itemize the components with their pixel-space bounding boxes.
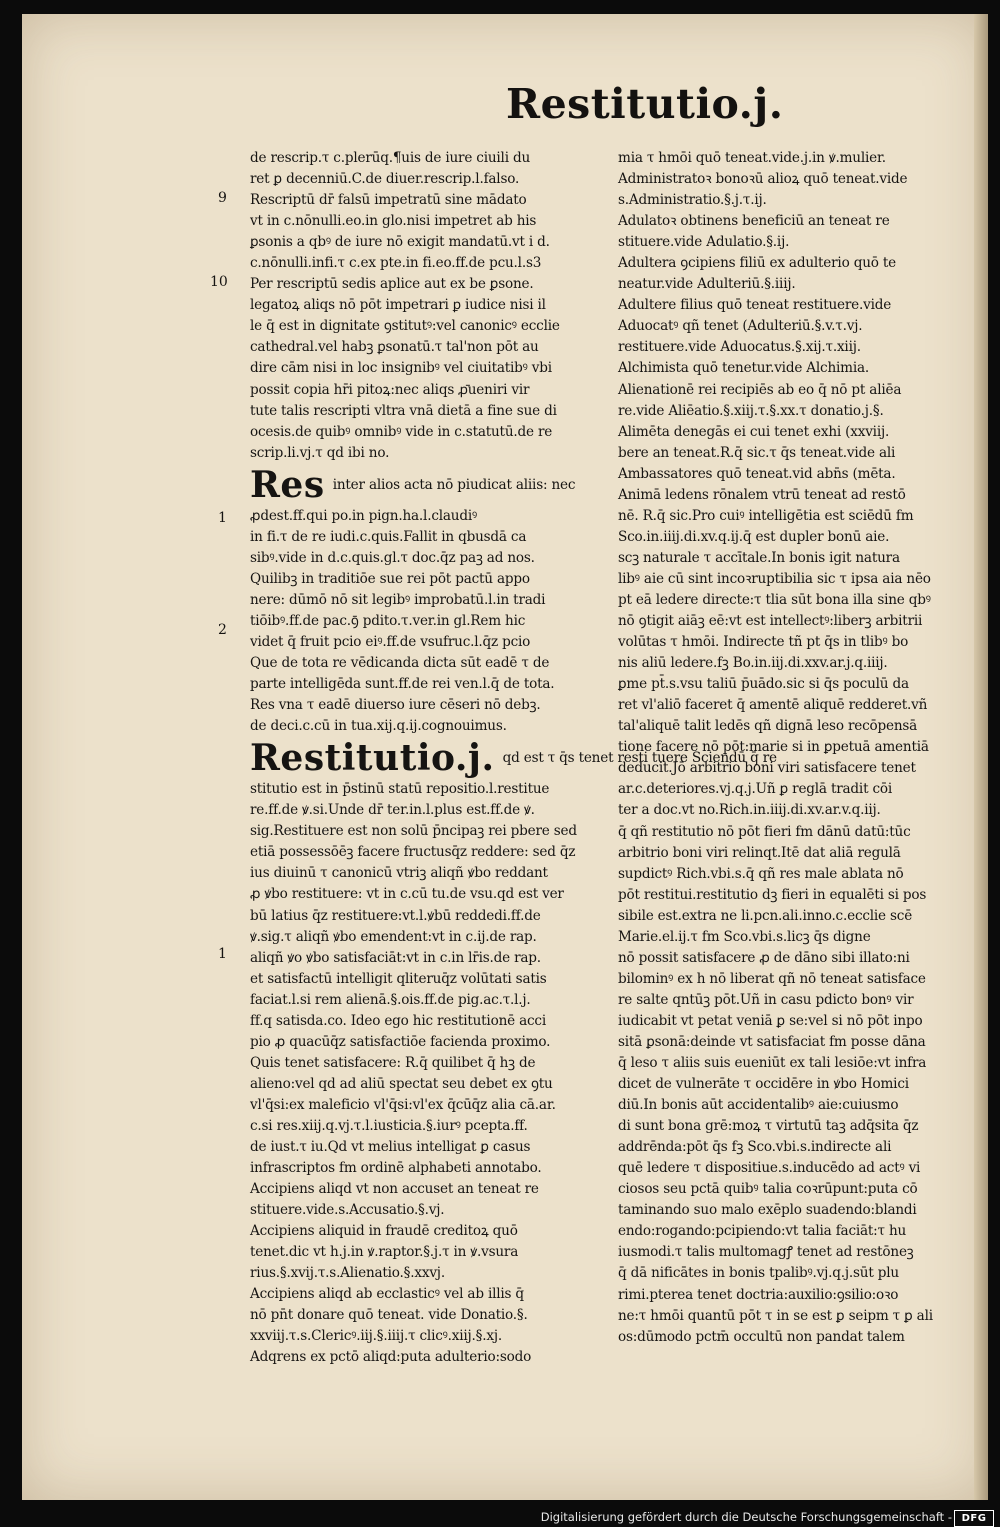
left-column-line: Quis tenet satisfacere: R.q̄ quilibet q̄ hꝫ de xyxy=(250,1054,536,1071)
initial-word: Restitutio.j. xyxy=(250,737,495,780)
right-column-line: ar.c.deteriores.vj.q.j.Uñ ꝑ reglā tradit cōi xyxy=(618,781,893,798)
right-column-line: nē. R.q̄ sic.Pro cuiꝰ intelligētia est sciēdū fm xyxy=(618,507,914,524)
left-column-line: ꝟ.sig.τ aliqñ ꝟbo emendent:vt in c.ij.de rap. xyxy=(250,928,537,945)
right-column-line: libꝰ aie cū sint incoꝛruptibilia sic τ ipsa aia nēo xyxy=(618,570,931,587)
left-column-line: de deci.c.cū in tua.xij.q.ij.cognouimus. xyxy=(250,718,507,735)
book-page xyxy=(22,14,988,1500)
right-column-line: bilominꝰ ex h nō liberat qñ nō teneat satisface xyxy=(618,970,926,987)
right-column-line: Marie.el.ij.τ fm Sco.vbi.s.licꝫ q̄s digne xyxy=(618,928,871,945)
left-column-line: vl'q̄si:ex maleficio vl'q̄si:vl'ex q̄cūq̄z alia cā.ar. xyxy=(250,1096,556,1113)
left-column-line: cathedral.vel habꝫ ꝑsonatū.τ tal'non pōt au xyxy=(250,339,539,356)
left-column-line: possit copia hr̄i pitoꝝ:nec aliqs ꝓ̄ueniri vir xyxy=(250,381,530,398)
left-column-line: ff.q satisda.co. Ideo ego hic restitutionē acci xyxy=(250,1012,546,1029)
left-column-line: Accipiens aliquid in fraudē creditoꝝ quō xyxy=(250,1223,518,1240)
right-column-line: Adultera ꝯcipiens filiū ex adulterio quō te xyxy=(618,255,896,272)
right-column-line: arbitrio boni viri relinqt.Itē dat aliā regulā xyxy=(618,844,901,861)
right-column-line: ne:τ hmōi quantū pōt τ in se est ꝑ seipm τ ꝑ ali xyxy=(618,1307,933,1324)
right-column-line: diū.In bonis aūt accidentalibꝰ aie:cuiusmo xyxy=(618,1097,899,1114)
left-column-line: Res vna τ eadē diuerso iure cēseri nō debꝫ. xyxy=(250,697,541,714)
left-column-line: ꝓ ꝟbo restituere: vt in c.cū tu.de vsu.qd est ver xyxy=(250,886,564,903)
right-column-line: Alchimista quō tenetur.vide Alchimia. xyxy=(618,360,870,377)
right-column-line: stituere.vide Adulatio.§.ij. xyxy=(618,234,790,251)
left-column-line: Que de tota re vēdicanda dicta sūt eadē τ de xyxy=(250,655,550,672)
right-column-line: tione facere nō pōt:marie si in ꝑpetuā amentiā xyxy=(618,739,929,756)
left-column-line: tute talis rescripti vltra vnā dietā a fine sue di xyxy=(250,402,557,419)
right-column-line: re salte qntūꝫ pōt.Uñ in casu pdicto bonꝰ vir xyxy=(618,991,914,1008)
right-column-line: Adultere filius quō teneat restituere.vide xyxy=(618,297,892,314)
right-column-line: ter a doc.vt no.Rich.in.iiij.di.xv.ar.v.q.iij. xyxy=(618,802,881,819)
left-column-line-initial xyxy=(250,464,608,506)
left-column-line: Accipiens aliqd vt non accuset an teneat re xyxy=(250,1181,539,1198)
margin-number: 1 xyxy=(218,946,227,962)
right-column-line: Alienationē rei recipiēs ab eo q̄ nō pt aliēa xyxy=(618,381,902,398)
left-column-line: sibꝰ.vide in d.c.quis.gl.τ doc.q̄z paꝫ ad nos. xyxy=(250,549,535,566)
right-column-line: Alimēta denegās ei cui tenet exhi (xxviij. xyxy=(618,423,890,440)
page-edge xyxy=(974,14,988,1500)
right-column-line: Ambassatores quō teneat.vid abn̄s (mēta. xyxy=(618,465,896,482)
margin-number: 2 xyxy=(218,622,227,638)
left-column-line: aliqñ ꝟo ꝟbo satisfaciāt:vt in c.in lr̄is.de rap. xyxy=(250,949,541,966)
left-column-line: nō pn̄t donare quō teneat. vide Donatio.§. xyxy=(250,1307,528,1324)
page-heading: Restitutio.j. xyxy=(506,80,784,128)
left-column-line: dire cām nisi in loc insignibꝰ vel ciuitatibꝰ vbi xyxy=(250,360,552,377)
left-column-line: nere: dūmō nō sit legibꝰ improbatū.l.in tradi xyxy=(250,591,546,608)
left-column-line: c.si res.xiij.q.vj.τ.l.iusticia.§.iurꝰ pcepta.ff. xyxy=(250,1117,528,1134)
left-column-line: Per rescriptū sedis aplice aut ex be ꝑsone. xyxy=(250,276,534,293)
left-column-line: ꝑsonis a qbꝰ de iure nō exigit mandatū.vt i d. xyxy=(250,234,550,251)
left-column-line: Accipiens aliqd ab ecclasticꝰ vel ab illis q̄ xyxy=(250,1286,524,1303)
left-column-line: c.nōnulli.infi.τ c.ex pte.in fi.eo.ff.de pcu.l.s3 xyxy=(250,255,542,272)
right-column-line: Animā ledens rōnalem vtrū teneat ad restō xyxy=(618,486,906,503)
right-column-line: scꝫ naturale τ accītale.In bonis igit natura xyxy=(618,549,900,566)
left-column-line: bū latius q̄z restituere:vt.l.ꝟbū reddedi.ff.de xyxy=(250,907,541,924)
margin-number: 10 xyxy=(210,274,228,290)
left-column-line: pio ꝓ quacūq̄z satisfactiōe facienda proximo. xyxy=(250,1033,551,1050)
left-column-line: faciat.l.si rem alienā.§.ois.ff.de pig.ac.τ.l.j. xyxy=(250,991,531,1008)
left-column-line: videt q̄ fruit pcio eiꝰ.ff.de vsufruc.l.q̄z pcio xyxy=(250,633,531,650)
right-column-line: ret vl'aliō faceret q̄ amentē aliquē redderet.vñ xyxy=(618,697,928,714)
right-column-line: addrēnda:pōt q̄s fꝫ Sco.vbi.s.indirecte ali xyxy=(618,1139,892,1156)
right-column-line: iudicabit vt petat veniā ꝑ se:vel si nō pōt inpo xyxy=(618,1012,923,1029)
left-column-line: et satisfactū intelligit qliteruq̄z volūtati satis xyxy=(250,970,547,987)
right-column-line: nis aliū ledere.fꝫ Bo.in.iij.di.xxv.ar.j.q.iiij. xyxy=(618,655,888,672)
left-column-line: ꝓdest.ff.qui po.in pign.ha.l.claudiꝰ xyxy=(250,507,477,524)
left-column-line: re.ff.de ꝟ.si.Unde dr̄ ter.in.l.plus est.ff.de ꝟ. xyxy=(250,802,535,819)
initial-word: Res xyxy=(250,463,325,506)
margin-number: 9 xyxy=(218,190,227,206)
margin-number: 1 xyxy=(218,510,227,526)
right-column-line: q̄ qñ restitutio nō pōt fieri fm dānū datū:tūc xyxy=(618,823,911,840)
left-column-line: infrascriptos fm ordinē alphabeti annotabo. xyxy=(250,1160,542,1177)
right-column-line: bere an teneat.R.q̄ sic.τ q̄s teneat.vide ali xyxy=(618,444,896,461)
left-column-line: stitutio est in p̄stinū statū repositio.l.restitue xyxy=(250,781,550,798)
right-column-line: re.vide Aliēatio.§.xiij.τ.§.xx.τ donatio.j.§. xyxy=(618,402,884,419)
left-column-line: le q̄ est in dignitate ꝯstitutꝰ:vel canonicꝰ ecclie xyxy=(250,318,560,335)
left-column-line: scrip.li.vj.τ qd ibi no. xyxy=(250,444,390,461)
right-column-line: sitā ꝑsonā:deinde vt satisfaciat fm posse dāna xyxy=(618,1033,926,1050)
left-column-line: ocesis.de quibꝰ omnibꝰ vide in c.statutū.de re xyxy=(250,423,553,440)
right-column-line: deducit.Jō arbitrio boni viri satisfacere tenet xyxy=(618,760,916,777)
right-column-line: rimi.pterea tenet doctria:auxilio:ꝯsilio:oꝛo xyxy=(618,1286,899,1303)
right-column xyxy=(618,148,976,1348)
right-column-line: supdictꝰ Rich.vbi.s.q̄ qñ res male ablata nō xyxy=(618,865,904,882)
left-column-line: Adqrens ex pctō aliqd:puta adulterio:sodo xyxy=(250,1349,532,1366)
line-text: inter alios acta nō piudicat aliis: nec xyxy=(328,476,576,493)
left-column-line: stituere.vide.s.Accusatio.§.vj. xyxy=(250,1202,445,1219)
right-column-line: Aduocatꝰ qñ tenet (Adulteriū.§.v.τ.vj. xyxy=(618,318,863,335)
left-column-line: de rescrip.τ c.plerūq.¶uis de iure ciuili du xyxy=(250,150,531,166)
right-column-line: restituere.vide Aduocatus.§.xij.τ.xiij. xyxy=(618,339,861,356)
left-column-line: ret ꝑ decenniū.C.de diuer.rescrip.l.falso. xyxy=(250,171,520,188)
left-column-line: tenet.dic vt h.j.in ꝟ.raptor.§.j.τ in ꝟ.vsura xyxy=(250,1244,519,1261)
right-column-line: Sco.in.iiij.di.xv.q.ij.q̄ est dupler bonū aie. xyxy=(618,528,890,545)
footer-credit: Digitalisierung gefördert durch die Deutsche Forschungsgemeinschaft - xyxy=(540,1510,952,1524)
right-column-line: neatur.vide Adulteriū.§.iiij. xyxy=(618,276,796,293)
left-column-line: parte intelligēda sunt.ff.de rei ven.l.q̄ de tota. xyxy=(250,676,555,693)
left-column-line: rius.§.xvij.τ.s.Alienatio.§.xxvj. xyxy=(250,1265,445,1282)
right-column-line: quē ledere τ dispositiue.s.inducēdo ad actꝰ vi xyxy=(618,1160,921,1177)
left-column-line: ius diuinū τ canonicū vtriꝫ aliqñ ꝟbo reddant xyxy=(250,865,548,882)
right-column-line: s.Administratio.§.j.τ.ij. xyxy=(618,192,767,209)
right-column-line: iusmodi.τ talis multomagꝭ tenet ad restōneꝫ xyxy=(618,1244,914,1261)
right-column-line: nō possit satisfacere ꝓ de dāno sibi illato:ni xyxy=(618,949,910,966)
right-column-line: Adulatoꝛ obtinens beneficiū an teneat re xyxy=(618,213,890,230)
right-column-line: dicet de vulnerāte τ occidēre in ꝟbo Homici xyxy=(618,1076,909,1093)
right-column-line: sibile est.extra ne li.pcn.ali.inno.c.ecclie scē xyxy=(618,907,913,924)
right-column-line: Administratoꝛ bonoꝛū alioꝝ quō teneat.vide xyxy=(618,171,908,188)
left-column-line: in fi.τ de re iudi.c.quis.Fallit in qbusdā ca xyxy=(250,528,527,545)
left-column-line: vt in c.nōnulli.eo.in glo.nisi impetret ab his xyxy=(250,213,537,230)
left-column-line: Rescriptū dr̄ falsū impetratū sine mādato xyxy=(250,192,527,209)
right-column-line: os:dūmodo pctm̄ occultū non pandat talem xyxy=(618,1328,905,1345)
right-column-line: q̄ dā nificātes in bonis tpalibꝰ.vj.q.j.sūt plu xyxy=(618,1265,899,1282)
left-column-line: legatoꝝ aliqs nō pōt impetrari ꝑ iudice nisi il xyxy=(250,297,546,314)
dfg-logo: DFG xyxy=(954,1510,994,1527)
left-column-line: sig.Restituere est non solū p̄ncipaꝫ rei pbere sed xyxy=(250,823,577,840)
right-column-line: pōt restitui.restitutio dꝫ fieri in equalēti si pos xyxy=(618,886,927,903)
right-column-line: nō ꝯtigit aiāꝫ eē:vt est intellectꝰ:liberꝫ arbitrii xyxy=(618,613,923,630)
left-column-line: Quilibꝫ in traditiōe sue rei pōt pactū appo xyxy=(250,570,530,587)
right-column-line: ꝑme pt̄.s.vsu taliū p̄uādo.sic si q̄s poculū da xyxy=(618,676,909,693)
right-column-line: q̄ leso τ aliis suis eueniūt ex tali lesiōe:vt infra xyxy=(618,1055,927,1072)
right-column-line: endo:rogando:pcipiendo:vt talia faciāt:τ hu xyxy=(618,1223,907,1240)
right-column-line: pt eā ledere directe:τ tlia sūt bona illa sine qbꝰ xyxy=(618,591,931,608)
right-column-line: tal'aliquē talit ledēs qñ dignā leso recōpensā xyxy=(618,718,918,735)
right-column-line: mia τ hmōi quō teneat.vide.j.in ꝟ.mulier. xyxy=(618,150,886,166)
left-column-line: alieno:vel qd ad aliū spectat seu debet ex ꝯtu xyxy=(250,1075,553,1092)
left-column-line: etiā possessōēꝫ facere fructusq̄z reddere: sed q̄z xyxy=(250,844,576,861)
right-column-line: volūtas τ hmōi. Indirecte tñ pt q̄s in tlibꝰ bo xyxy=(618,634,909,651)
right-column-line: taminando suo malo exēplo suadendo:blandi xyxy=(618,1202,917,1219)
left-column-line: tiōibꝰ.ff.de pac.ꝯ̄ pdito.τ.ver.in gl.Rem hic xyxy=(250,612,526,629)
left-column-line: de iust.τ iu.Qd vt melius intelligat ꝑ casus xyxy=(250,1139,531,1156)
right-column-line: ciosos seu pctā quibꝰ talia coꝛrūpunt:puta cō xyxy=(618,1181,918,1198)
line-text: qd est τ q̄s tenet resti tuere Sciendū q̄ re xyxy=(498,750,777,767)
left-column-line: xxviij.τ.s.Clericꝰ.iij.§.iiij.τ clicꝰ.xiij.§.xj. xyxy=(250,1328,502,1345)
right-column-line: di sunt bona grē:moꝝ τ virtutū taꝫ adq̄sita q̄z xyxy=(618,1118,919,1135)
